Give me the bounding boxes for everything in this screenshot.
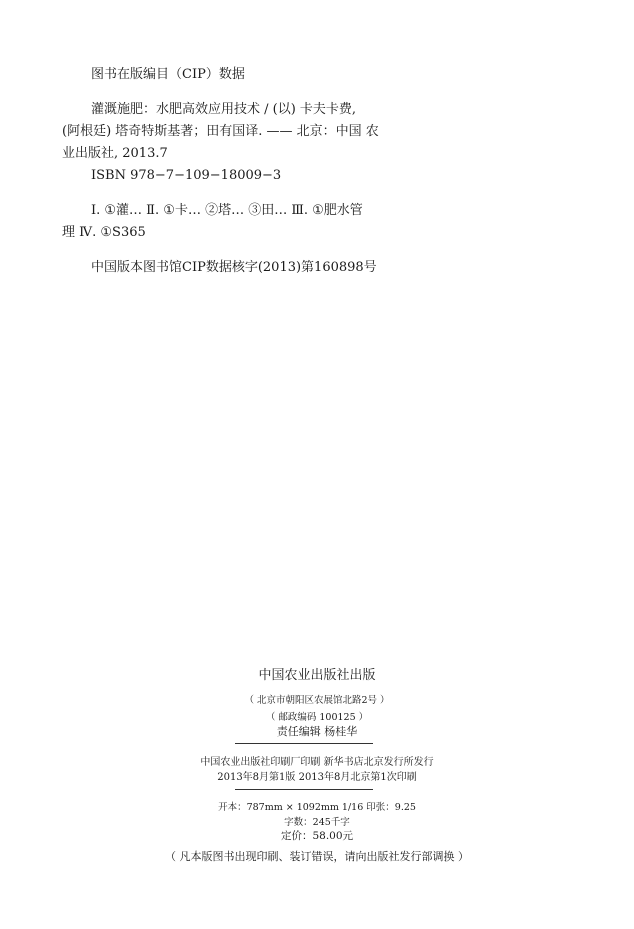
publisher-address: （ 北京市朝阳区农展馆北路2号 ） [244,695,390,706]
cip-description-line-2: (阿根廷) 塔奇特斯基著；田有国译. —— 北京：中国 农 [62,124,379,139]
cip-block [62,64,422,279]
cip-isbn: ISBN 978−7−109−18009−3 [91,168,282,183]
cip-description-line-1: 灌溉施肥：水肥高效应用技术 / (以) 卡夫卡费, [91,102,357,117]
word-count: 字数：245千字 [284,817,350,828]
cip-subject-line-1: Ⅰ. ①灌… Ⅱ. ①卡… ②塔… ③田… Ⅲ. ①肥水管 [91,203,363,218]
postal-code: （ 邮政编码 100125 ） [265,712,369,723]
divider-top [235,743,373,744]
cip-heading: 图书在版编目（CIP）数据 [91,67,245,82]
responsible-editor: 责任编辑 杨桂华 [276,725,358,738]
publisher-name: 中国农业出版社出版 [258,668,376,683]
divider-bottom [235,789,373,790]
cip-library-record: 中国版本图书馆CIP数据核字(2013)第160898号 [91,260,377,275]
printer-distributor: 中国农业出版社印刷厂印刷 新华书店北京发行所发行 [200,757,434,768]
defect-notice: （ 凡本版图书出现印刷、装订错误，请向出版社发行部调换 ） [165,850,469,863]
price: 定价：58.00元 [280,830,354,842]
cip-description-line-3: 业出版社, 2013.7 [62,146,168,161]
cip-subject-line-2: 理 Ⅳ. ①S365 [62,225,146,240]
format-info: 开本：787mm × 1092mm 1/16 印张：9.25 [218,802,416,813]
edition-info: 2013年8月第1版 2013年8月北京第1次印刷 [217,772,417,783]
